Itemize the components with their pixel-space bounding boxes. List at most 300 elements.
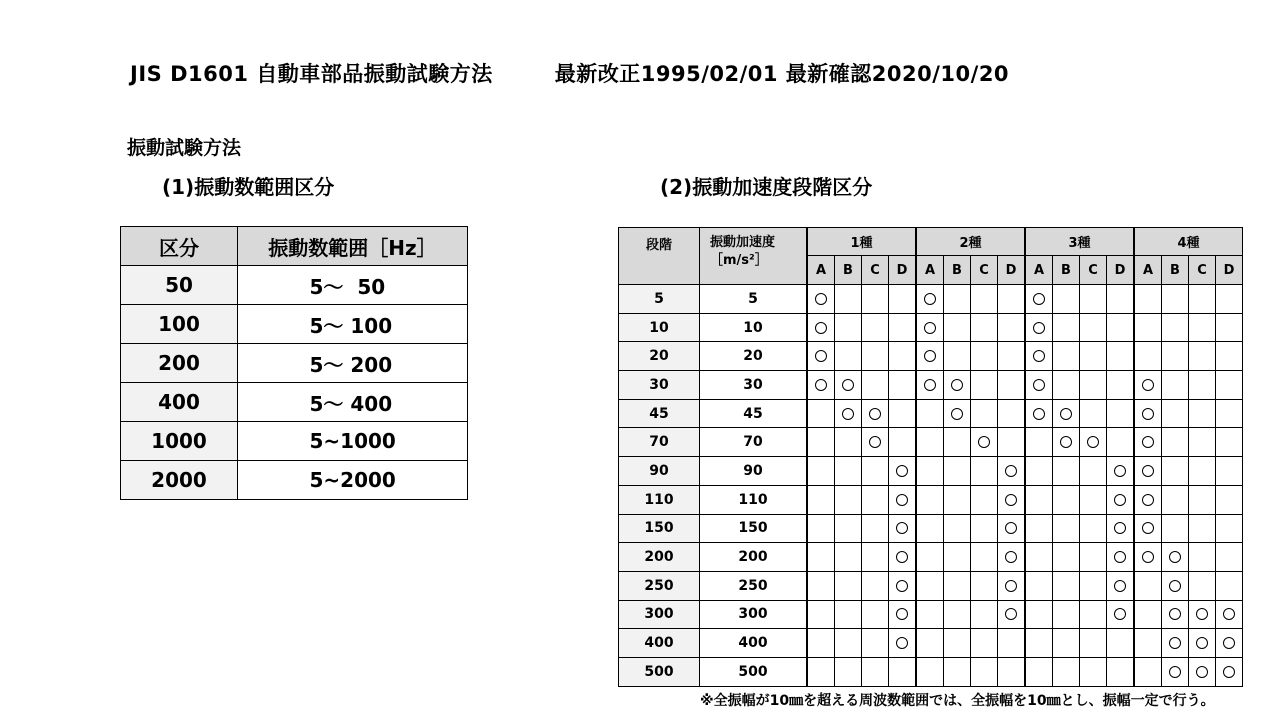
circle-mark-icon [924, 379, 936, 391]
mark-cell [1025, 457, 1053, 486]
mark-cell [862, 313, 889, 342]
circle-mark-icon [1114, 494, 1126, 506]
subheader-4-d: D [1216, 256, 1243, 285]
circle-mark-icon [896, 494, 908, 506]
mark-cell [807, 514, 835, 543]
circle-mark-icon [896, 637, 908, 649]
mark-cell [1053, 543, 1080, 572]
mark-cell [835, 657, 862, 686]
mark-cell [862, 285, 889, 314]
mark-cell [862, 514, 889, 543]
mark-cell [1107, 600, 1135, 629]
acceleration-cell: 200 [700, 543, 808, 572]
mark-cell [807, 428, 835, 457]
mark-cell [916, 514, 944, 543]
circle-mark-icon [815, 379, 827, 391]
circle-mark-icon [1005, 580, 1017, 592]
mark-cell [971, 485, 998, 514]
circle-mark-icon [978, 436, 990, 448]
class-cell: 1000 [121, 422, 238, 461]
circle-mark-icon [1169, 580, 1181, 592]
mark-cell [1053, 571, 1080, 600]
mark-cell [1189, 428, 1216, 457]
mark-cell [862, 342, 889, 371]
mark-cell [971, 342, 998, 371]
table-row [619, 285, 1243, 314]
circle-mark-icon [1223, 608, 1235, 620]
mark-cell [1189, 342, 1216, 371]
circle-mark-icon [815, 350, 827, 362]
footnote: ※全振幅が10㎜を超える周波数範囲では、全振幅を10㎜とし、振幅一定で行う。 [700, 693, 1215, 709]
mark-cell [1216, 514, 1243, 543]
circle-mark-icon [1005, 465, 1017, 477]
mark-cell [1189, 600, 1216, 629]
circle-mark-icon [1142, 408, 1154, 420]
mark-cell [862, 371, 889, 400]
subheader-1-a: A [807, 256, 835, 285]
mark-cell [835, 371, 862, 400]
table2-caption: (2)振動加速度段階区分 [660, 175, 873, 199]
mark-cell [1216, 485, 1243, 514]
mark-cell [889, 342, 917, 371]
mark-cell [916, 543, 944, 572]
header-type-3: 3種 [1025, 228, 1134, 256]
mark-cell [862, 600, 889, 629]
acceleration-cell: 400 [700, 629, 808, 658]
mark-cell [1189, 514, 1216, 543]
subheader-3-c: C [1080, 256, 1107, 285]
mark-cell [1080, 457, 1107, 486]
circle-mark-icon [1005, 551, 1017, 563]
mark-cell [1162, 571, 1189, 600]
mark-cell [1162, 457, 1189, 486]
mark-cell [835, 428, 862, 457]
mark-cell [1107, 543, 1135, 572]
mark-cell [1107, 342, 1135, 371]
mark-cell [1216, 428, 1243, 457]
mark-cell [916, 629, 944, 658]
subheader-2-d: D [998, 256, 1026, 285]
mark-cell [971, 457, 998, 486]
table-header-row [619, 228, 1243, 256]
mark-cell [1107, 514, 1135, 543]
acceleration-cell: 110 [700, 485, 808, 514]
subheader-2-a: A [916, 256, 944, 285]
mark-cell [971, 571, 998, 600]
mark-cell [1107, 399, 1135, 428]
range-cell [238, 383, 468, 422]
mark-cell [1080, 285, 1107, 314]
mark-cell [916, 485, 944, 514]
mark-cell [862, 543, 889, 572]
table-row [619, 428, 1243, 457]
acceleration-cell: 10 [700, 313, 808, 342]
range-cell [238, 461, 468, 500]
mark-cell [1162, 371, 1189, 400]
header-accel-unit: ［m/s²］ [710, 253, 768, 268]
mark-cell [1134, 313, 1162, 342]
circle-mark-icon [896, 465, 908, 477]
circle-mark-icon [1223, 666, 1235, 678]
subheader-4-b: B [1162, 256, 1189, 285]
subheader-4-a: A [1134, 256, 1162, 285]
subheader-3-a: A [1025, 256, 1053, 285]
circle-mark-icon [1142, 465, 1154, 477]
circle-mark-icon [1196, 637, 1208, 649]
class-cell: 400 [121, 383, 238, 422]
mark-cell [944, 428, 971, 457]
circle-mark-icon [924, 293, 936, 305]
mark-cell [862, 428, 889, 457]
range-cell [238, 305, 468, 344]
mark-cell [971, 657, 998, 686]
mark-cell [1053, 514, 1080, 543]
circle-mark-icon [869, 436, 881, 448]
circle-mark-icon [1114, 551, 1126, 563]
mark-cell [835, 285, 862, 314]
mark-cell [1162, 428, 1189, 457]
mark-cell [1107, 457, 1135, 486]
table-row [619, 399, 1243, 428]
mark-cell [1080, 313, 1107, 342]
mark-cell [862, 457, 889, 486]
mark-cell [998, 514, 1026, 543]
mark-cell [862, 399, 889, 428]
table-row [121, 266, 468, 305]
mark-cell [1216, 313, 1243, 342]
mark-cell [1134, 514, 1162, 543]
mark-cell [944, 514, 971, 543]
mark-cell [1053, 428, 1080, 457]
mark-cell [1189, 629, 1216, 658]
circle-mark-icon [1033, 379, 1045, 391]
acceleration-cell: 90 [700, 457, 808, 486]
mark-cell [1080, 371, 1107, 400]
mark-cell [971, 629, 998, 658]
circle-mark-icon [1169, 551, 1181, 563]
header-class: 区分 [121, 227, 238, 266]
mark-cell [1162, 514, 1189, 543]
mark-cell [889, 313, 917, 342]
mark-cell [1216, 600, 1243, 629]
circle-mark-icon [1142, 379, 1154, 391]
mark-cell [1080, 629, 1107, 658]
mark-cell [916, 371, 944, 400]
mark-cell [807, 600, 835, 629]
mark-cell [916, 399, 944, 428]
mark-cell [971, 543, 998, 572]
mark-cell [1189, 399, 1216, 428]
mark-cell [1134, 428, 1162, 457]
mark-cell [998, 571, 1026, 600]
frequency-range-table [120, 226, 468, 500]
mark-cell [944, 485, 971, 514]
mark-cell [835, 485, 862, 514]
mark-cell [1189, 657, 1216, 686]
table-row [619, 313, 1243, 342]
circle-mark-icon [896, 522, 908, 534]
mark-cell [807, 571, 835, 600]
mark-cell [835, 399, 862, 428]
circle-mark-icon [951, 379, 963, 391]
mark-cell [889, 428, 917, 457]
table-row [121, 383, 468, 422]
mark-cell [1053, 399, 1080, 428]
mark-cell [1134, 457, 1162, 486]
mark-cell [1189, 285, 1216, 314]
mark-cell [889, 629, 917, 658]
mark-cell [1053, 371, 1080, 400]
header-acceleration [700, 228, 808, 285]
mark-cell [1080, 657, 1107, 686]
mark-cell [1080, 514, 1107, 543]
mark-cell [1053, 600, 1080, 629]
acceleration-cell: 20 [700, 342, 808, 371]
mark-cell [889, 600, 917, 629]
subheader-3-b: B [1053, 256, 1080, 285]
mark-cell [835, 543, 862, 572]
mark-cell [1025, 485, 1053, 514]
table-row [121, 461, 468, 500]
mark-cell [1080, 543, 1107, 572]
stage-cell: 5 [619, 285, 700, 314]
mark-cell [1025, 514, 1053, 543]
stage-cell: 20 [619, 342, 700, 371]
range-value: 5～ 200 [309, 352, 393, 377]
mark-cell [1216, 457, 1243, 486]
mark-cell [1216, 399, 1243, 428]
mark-cell [1107, 371, 1135, 400]
mark-cell [1162, 629, 1189, 658]
table-header-row [121, 227, 468, 266]
mark-cell [835, 342, 862, 371]
mark-cell [1107, 485, 1135, 514]
acceleration-cell: 500 [700, 657, 808, 686]
table-row [619, 657, 1243, 686]
mark-cell [971, 600, 998, 629]
circle-mark-icon [1196, 608, 1208, 620]
mark-cell [1216, 657, 1243, 686]
mark-cell [971, 514, 998, 543]
mark-cell [807, 629, 835, 658]
range-cell [238, 266, 468, 305]
stage-cell: 150 [619, 514, 700, 543]
acceleration-stage-table [618, 227, 1243, 687]
acceleration-cell: 300 [700, 600, 808, 629]
mark-cell [916, 285, 944, 314]
mark-cell [1025, 428, 1053, 457]
class-cell: 200 [121, 344, 238, 383]
circle-mark-icon [1169, 666, 1181, 678]
mark-cell [1216, 371, 1243, 400]
mark-cell [1080, 485, 1107, 514]
stage-cell: 500 [619, 657, 700, 686]
header-type-4: 4種 [1134, 228, 1243, 256]
mark-cell [916, 571, 944, 600]
range-cell [238, 344, 468, 383]
mark-cell [889, 399, 917, 428]
mark-cell [889, 457, 917, 486]
mark-cell [1080, 428, 1107, 457]
mark-cell [862, 657, 889, 686]
subheader-4-c: C [1189, 256, 1216, 285]
mark-cell [916, 313, 944, 342]
mark-cell [1025, 629, 1053, 658]
mark-cell [998, 629, 1026, 658]
range-cell [238, 422, 468, 461]
mark-cell [1216, 629, 1243, 658]
circle-mark-icon [1114, 580, 1126, 592]
mark-cell [889, 543, 917, 572]
subheader-1-d: D [889, 256, 917, 285]
mark-cell [944, 313, 971, 342]
mark-cell [1162, 313, 1189, 342]
page-title [130, 58, 1009, 88]
mark-cell [807, 485, 835, 514]
mark-cell [862, 485, 889, 514]
mark-cell [1134, 657, 1162, 686]
acceleration-cell: 150 [700, 514, 808, 543]
mark-cell [1134, 600, 1162, 629]
circle-mark-icon [842, 408, 854, 420]
mark-cell [1025, 657, 1053, 686]
mark-cell [1162, 657, 1189, 686]
mark-cell [1107, 428, 1135, 457]
circle-mark-icon [1033, 322, 1045, 334]
mark-cell [835, 600, 862, 629]
mark-cell [944, 399, 971, 428]
circle-mark-icon [1223, 637, 1235, 649]
acceleration-cell: 30 [700, 371, 808, 400]
header-type-2: 2種 [916, 228, 1025, 256]
table-row [619, 600, 1243, 629]
mark-cell [944, 371, 971, 400]
mark-cell [1053, 657, 1080, 686]
mark-cell [998, 313, 1026, 342]
mark-cell [998, 342, 1026, 371]
mark-cell [807, 371, 835, 400]
table-row [619, 571, 1243, 600]
mark-cell [1025, 285, 1053, 314]
mark-cell [1053, 457, 1080, 486]
class-cell: 100 [121, 305, 238, 344]
circle-mark-icon [896, 551, 908, 563]
section-title: 振動試験方法 [127, 137, 242, 159]
mark-cell [1053, 313, 1080, 342]
class-cell: 2000 [121, 461, 238, 500]
mark-cell [998, 543, 1026, 572]
mark-cell [998, 485, 1026, 514]
mark-cell [1134, 285, 1162, 314]
standard-title: JIS D1601 自動車部品振動試験方法 [130, 62, 493, 86]
mark-cell [1025, 399, 1053, 428]
mark-cell [889, 485, 917, 514]
mark-cell [1134, 571, 1162, 600]
revision-dates: 最新改正1995/02/01 最新確認2020/10/20 [554, 62, 1010, 86]
mark-cell [916, 428, 944, 457]
header-type-1: 1種 [807, 228, 916, 256]
header-range: 振動数範囲［Hz］ [238, 227, 468, 266]
mark-cell [1134, 543, 1162, 572]
table-row [121, 305, 468, 344]
circle-mark-icon [896, 580, 908, 592]
mark-cell [944, 543, 971, 572]
range-value: 5～ 50 [309, 274, 386, 299]
mark-cell [971, 313, 998, 342]
mark-cell [1189, 543, 1216, 572]
mark-cell [1162, 285, 1189, 314]
circle-mark-icon [951, 408, 963, 420]
mark-cell [807, 313, 835, 342]
table-row [619, 342, 1243, 371]
mark-cell [944, 342, 971, 371]
mark-cell [1162, 600, 1189, 629]
mark-cell [807, 342, 835, 371]
mark-cell [971, 428, 998, 457]
circle-mark-icon [842, 379, 854, 391]
circle-mark-icon [1005, 522, 1017, 534]
circle-mark-icon [896, 608, 908, 620]
mark-cell [807, 543, 835, 572]
stage-cell: 200 [619, 543, 700, 572]
mark-cell [807, 399, 835, 428]
circle-mark-icon [924, 350, 936, 362]
circle-mark-icon [1033, 350, 1045, 362]
circle-mark-icon [1169, 608, 1181, 620]
mark-cell [1162, 399, 1189, 428]
mark-cell [835, 514, 862, 543]
circle-mark-icon [1169, 637, 1181, 649]
mark-cell [889, 514, 917, 543]
mark-cell [971, 399, 998, 428]
mark-cell [1189, 571, 1216, 600]
mark-cell [1134, 399, 1162, 428]
subheader-2-c: C [971, 256, 998, 285]
stage-cell: 70 [619, 428, 700, 457]
table-row [619, 457, 1243, 486]
class-cell: 50 [121, 266, 238, 305]
header-accel-label: 振動加速度 [710, 235, 776, 250]
mark-cell [1189, 457, 1216, 486]
table-row [121, 344, 468, 383]
subheader-1-b: B [835, 256, 862, 285]
table-row [619, 514, 1243, 543]
circle-mark-icon [1114, 465, 1126, 477]
mark-cell [835, 313, 862, 342]
mark-cell [916, 342, 944, 371]
subheader-1-c: C [862, 256, 889, 285]
stage-cell: 250 [619, 571, 700, 600]
mark-cell [1025, 600, 1053, 629]
acceleration-cell: 45 [700, 399, 808, 428]
mark-cell [1025, 371, 1053, 400]
circle-mark-icon [1142, 494, 1154, 506]
mark-cell [1025, 313, 1053, 342]
stage-cell: 45 [619, 399, 700, 428]
mark-cell [1162, 342, 1189, 371]
circle-mark-icon [869, 408, 881, 420]
table1-caption: (1)振動数範囲区分 [162, 175, 335, 199]
circle-mark-icon [1060, 436, 1072, 448]
mark-cell [998, 457, 1026, 486]
mark-cell [998, 285, 1026, 314]
stage-cell: 110 [619, 485, 700, 514]
mark-cell [807, 657, 835, 686]
mark-cell [1134, 371, 1162, 400]
mark-cell [916, 657, 944, 686]
mark-cell [1107, 657, 1135, 686]
mark-cell [998, 600, 1026, 629]
